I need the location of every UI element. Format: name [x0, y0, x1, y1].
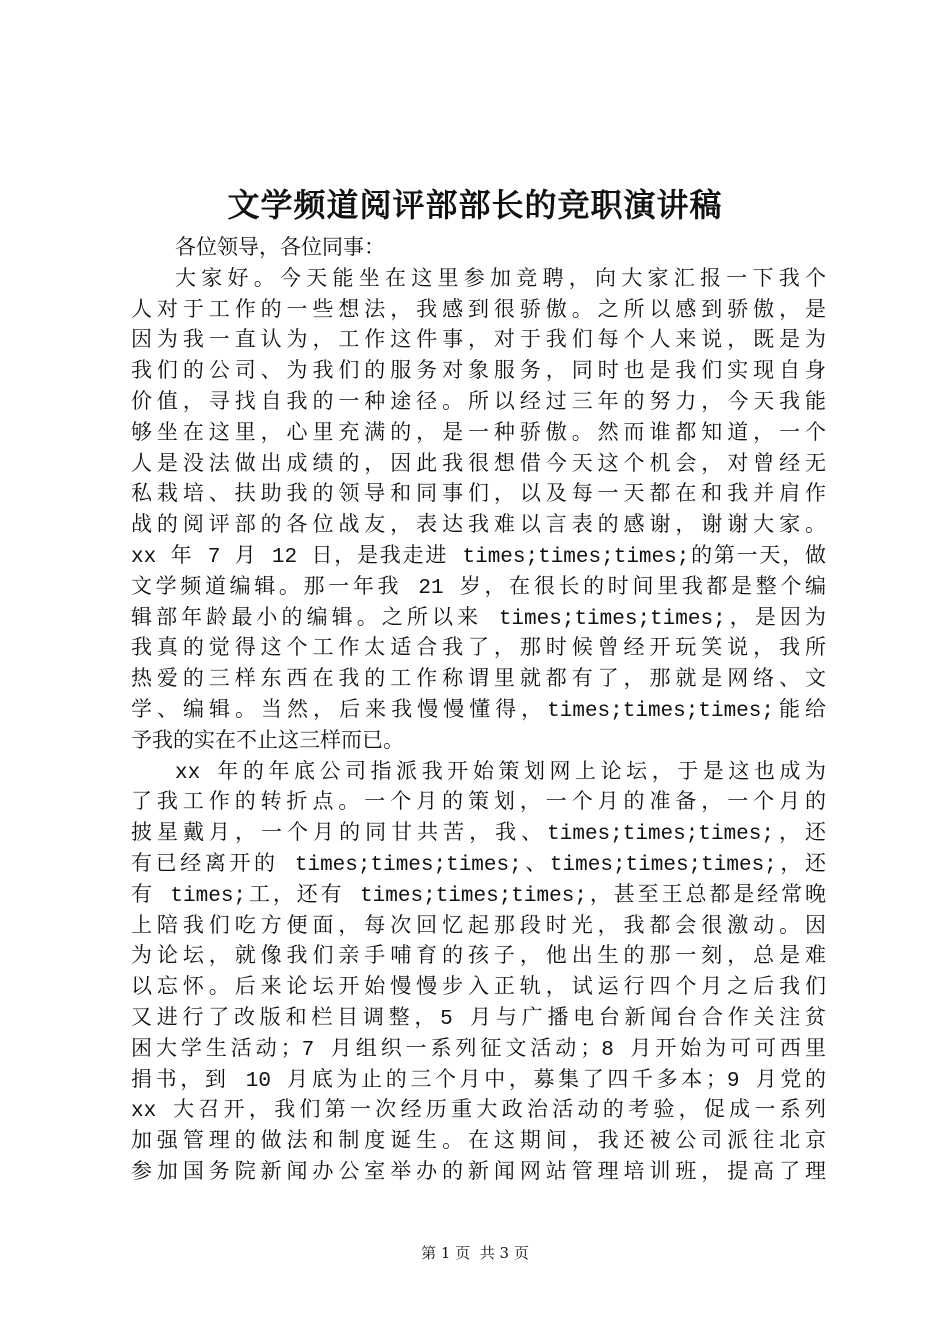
body-line: 予我的实在不止这三样而已。: [131, 730, 404, 754]
body-line: 困大学生活动；7 月组织一系列征文活动；8 月开始为可可西里: [131, 1038, 826, 1062]
body-line: 有已经离开的 times;times;times;、times;times;times;，还: [131, 853, 826, 877]
body-line: 够坐在这里，心里充满的，是一种骄傲。然而谁都知道，一个: [131, 422, 826, 446]
body-line: 加强管理的做法和制度诞生。在这期间，我还被公司派往北京: [131, 1131, 826, 1155]
body-line: 披星戴月，一个月的同甘共苦，我、times;times;times;，还: [131, 823, 826, 847]
body-line: 我们的公司、为我们的服务对象服务，同时也是我们实现自身: [131, 361, 826, 385]
body-line: 战的阅评部的各位战友，表达我难以言表的感谢，谢谢大家。: [131, 515, 826, 539]
body-line: 文学频道编辑。那一年我 21 岁，在很长的时间里我都是整个编: [131, 576, 826, 600]
body-line: xx 年的年底公司指派我开始策划网上论坛，于是这也成为: [175, 761, 826, 785]
body-line: 参加国务院新闻办公室举办的新闻网站管理培训班，提高了理: [131, 1161, 826, 1185]
body-line: 各位领导，各位同事：: [175, 238, 385, 261]
body-line: xx 大召开，我们第一次经历重大政治活动的考验，促成一系列: [131, 1100, 826, 1124]
body-line: 私栽培、扶助我的领导和同事们，以及每一天都在和我并肩作: [131, 484, 826, 508]
body-line: 捐书，到 10 月底为止的三个月中，募集了四千多本；9 月党的: [131, 1069, 826, 1093]
body-line: 因为我一直认为，工作这件事，对于我们每个人来说，既是为: [131, 330, 826, 354]
body-line: 大家好。今天能坐在这里参加竞聘，向大家汇报一下我个: [175, 268, 826, 292]
body-line: 了我工作的转折点。一个月的策划，一个月的准备，一个月的: [131, 792, 826, 816]
body-line: 学、编辑。当然，后来我慢慢懂得，times;times;times;能给: [131, 699, 826, 723]
body-line: 价值，寻找自我的一种途径。所以经过三年的努力，今天我能: [131, 391, 826, 415]
document-body: [131, 235, 826, 1190]
body-line: 热爱的三样东西在我的工作称谓里就都有了，那就是网络、文: [131, 669, 826, 693]
body-line: xx 年 7 月 12 日，是我走进 times;times;times;的第一天，做: [131, 545, 826, 569]
body-line: 以忘怀。后来论坛开始慢慢步入正轨，试运行四个月之后我们: [131, 977, 826, 1001]
document-title: 文学频道阅评部部长的竞职演讲稿: [227, 186, 723, 224]
body-line: 又进行了改版和栏目调整，5 月与广播电台新闻台合作关注贫: [131, 1007, 826, 1031]
page-footer: 第 1 页 共 3 页: [421, 1244, 529, 1262]
body-line: 我真的觉得这个工作太适合我了，那时候曾经开玩笑说，我所: [131, 638, 826, 662]
body-line: 人是没法做出成绩的，因此我很想借今天这个机会，对曾经无: [131, 453, 826, 477]
body-line: 人对于工作的一些想法，我感到很骄傲。之所以感到骄傲，是: [131, 299, 826, 323]
body-line: 为论坛，就像我们亲手哺育的孩子，他出生的那一刻，总是难: [131, 946, 826, 970]
body-line: 有 times;工，还有 times;times;times;，甚至王总都是经常晚: [131, 884, 826, 908]
body-line: 上陪我们吃方便面，每次回忆起那段时光，我都会很激动。因: [131, 915, 826, 939]
body-line: 辑部年龄最小的编辑。之所以来 times;times;times;，是因为: [131, 607, 826, 631]
